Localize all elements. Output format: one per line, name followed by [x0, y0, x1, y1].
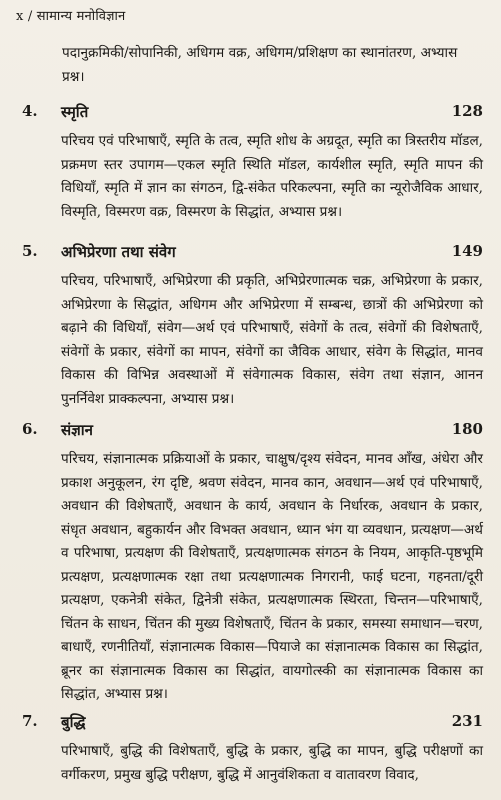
toc-entry-smriti	[22, 102, 483, 224]
toc-entry-sangyan	[22, 420, 483, 707]
toc-entry-header	[22, 712, 483, 740]
page-number: 180	[451, 420, 483, 438]
chapter-number: 4.	[22, 102, 38, 120]
chapter-topics: परिचय एवं परिभाषाएँ, स्मृति के तत्व, स्मृति शोध के अग्रदूत, स्मृति का त्रिस्तरीय मॉडल, प्रक्रमण स्तर उपागम—एकल स्मृति स्थिति मॉडल, कार्यशील स्मृति, स्मृति मापन की विधियाँ, स्मृति में ज्ञान का संगठन, द्वि-संकेत परिकल्पना, स्मृति का न्यूरोजैविक आधार, विस्मृति, विस्मरण वक्र, विस्मरण के सिद्धांत, अभ्यास प्रश्न।	[61, 133, 483, 220]
chapter-title: अभिप्रेरणा तथा संवेग	[61, 243, 176, 261]
page-number: 231	[451, 712, 483, 730]
chapter-title: संज्ञान	[61, 421, 93, 439]
running-header: x / सामान्य मनोविज्ञान	[16, 9, 126, 24]
toc-entry-buddhi	[22, 712, 483, 787]
page-number: 128	[451, 102, 483, 120]
chapter-title: स्मृति	[61, 103, 89, 121]
chapter-topics: परिभाषाएँ, बुद्धि की विशेषताएँ, बुद्धि के प्रकार, बुद्धि का मापन, बुद्धि परीक्षणों का वर्गीकरण, प्रमुख बुद्धि परीक्षण, बुद्धि में आनुवंशिकता व वातावरण विवाद,	[61, 743, 483, 783]
chapter-topics: परिचय, परिभाषाएँ, अभिप्रेरणा की प्रकृति, अभिप्रेरणात्मक चक्र, अभिप्रेरणा के प्रकार, अभिप्रेरणा के सिद्धांत, अधिगम और अभिप्रेरणा में सम्बन्ध, छात्रों की अभिप्रेरणा को बढ़ाने की विधियाँ, संवेग—अर्थ एवं परिभाषाएँ, संवेगों के तत्व, संवेगों की विशेषताएँ, संवेगों के प्रकार, संवेगों का मापन, संवेगों का जैविक आधार, संवेग के सिद्धांत, मानव विकास की विभिन्न अवस्थाओं में संवेगात्मक विकास, संवेग तथा संज्ञान, आनन पुनर्निवेश प्राक्कल्पना, अभ्यास प्रश्न।	[61, 273, 483, 407]
toc-entry-abhiprerna	[22, 242, 483, 411]
continuation-text: पदानुक्रमिकी/सोपानिकी, अधिगम वक्र, अधिगम/प्रशिक्षण का स्थानांतरण, अभ्यास प्रश्न।	[62, 45, 458, 85]
chapter-number: 5.	[22, 242, 38, 260]
toc-entry-header	[22, 102, 483, 130]
toc-entry-header	[22, 420, 483, 448]
chapter-title: बुद्धि	[61, 713, 86, 731]
toc-entry-header	[22, 242, 483, 270]
page-number: 149	[451, 242, 483, 260]
chapter-topics: परिचय, संज्ञानात्मक प्रक्रियाओं के प्रकार, चाक्षुष/दृश्य संवेदन, मानव आँख, अंधेरा और प्रकाश अनुकूलन, रंग दृष्टि, श्रवण संवेदन, मानव कान, अवधान—अर्थ एवं परिभाषाएँ, अवधान की विशेषताएँ, अवधान के कार्य, अवधान के निर्धारक, अवधान के प्रकार, संधृत अवधान, बहुकार्यन और विभक्त अवधान, ध्यान भंग या व्यवधान, प्रत्यक्षण—अर्थ व परिभाषा, प्रत्यक्षण की विशेषताएँ, प्रत्यक्षणात्मक संगठन के नियम, आकृति-पृष्ठभूमि प्रत्यक्षण, प्रत्यक्षणात्मक रक्षा तथा प्रत्यक्षणात्मक निगरानी, फाई घटना, गहनता/दूरी प्रत्यक्षण, एकनेत्री संकेत, द्विनेत्री संकेत, प्रत्यक्षणात्मक स्थिरता, चिन्तन—परिभाषाएँ, चिंतन के साधन, चिंतन की मुख्य विशेषताएँ, चिंतन के प्रकार, समस्या समाधान—चरण, बाधाएँ, रणनीतियाँ, संज्ञानात्मक विकास—पियाजे का संज्ञानात्मक विकास का सिद्धांत, ब्रूनर का संज्ञानात्मक विकास का सिद्धांत, वायगोत्स्की का संज्ञानात्मक विकास का सिद्धांत, अभ्यास प्रश्न।	[61, 451, 483, 702]
chapter-number: 6.	[22, 420, 38, 438]
chapter-number: 7.	[22, 712, 38, 730]
